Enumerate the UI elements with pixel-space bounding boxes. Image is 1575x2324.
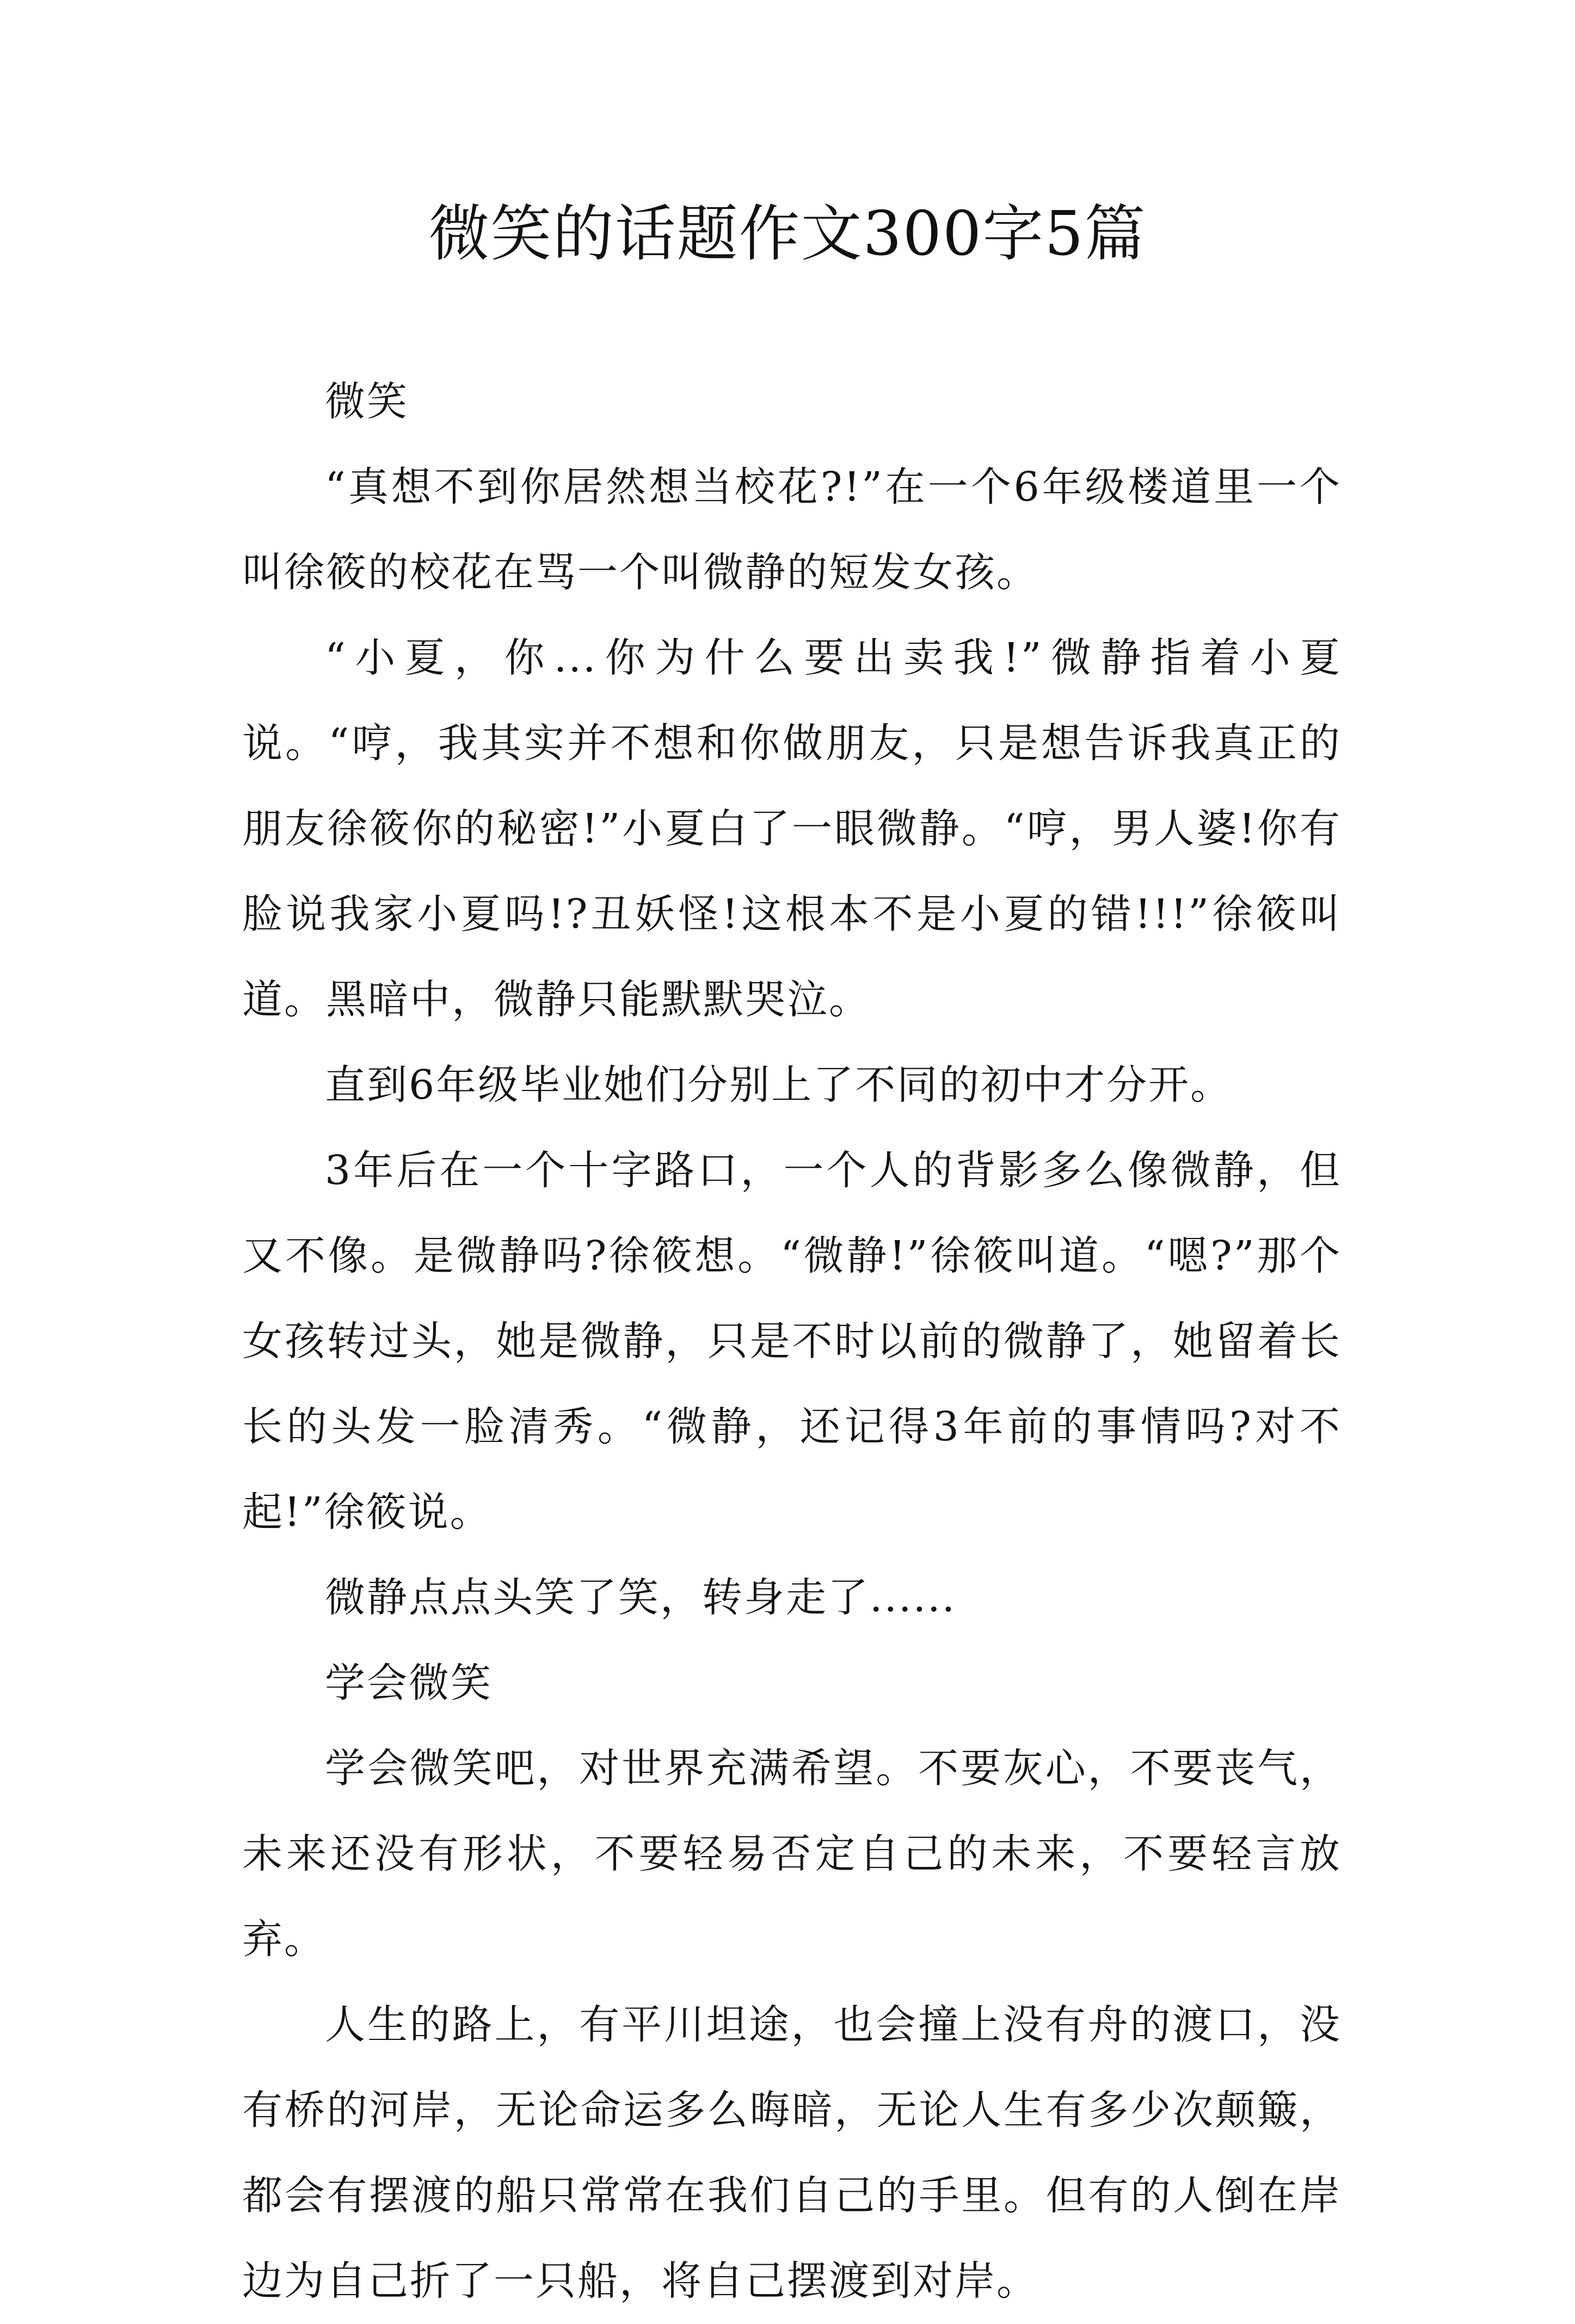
paragraph: 人生的路上，有平川坦途，也会撞上没有舟的渡口，没有桥的河岸，无论命运多么晦暗，无论人生有多少次颠簸，都会有摆渡的船只常常在我们自己的手里。但有的人倒在岸边为自己折了一只船，将自己摆渡到对岸。 [242,2001,1342,2304]
section-heading-smile: 微笑 [325,378,409,425]
document-title: 微笑的话题作文300字5篇 [428,199,1147,269]
section-heading-learn-to-smile: 学会微笑 [325,1660,493,1706]
paragraph: “小夏，你...你为什么要出卖我!”微静指着小夏说。“哼，我其实并不想和你做朋友，只是想告诉我真正的朋友徐筱你的秘密!”小夏白了一眼微静。“哼，男人婆!你有脸说我家小夏吗!?丑妖怪!这根本不是小夏的错!!!”徐筱叫道。黑暗中，微静只能默默哭泣。 [242,634,1342,1023]
paragraph: 学会微笑吧，对世界充满希望。不要灰心，不要丧气，未来还没有形状，不要轻易否定自己的未来，不要轻言放弃。 [242,1745,1342,1963]
paragraph: “真想不到你居然想当校花?!”在一个6年级楼道里一个叫徐筱的校花在骂一个叫微静的短发女孩。 [242,464,1342,596]
paragraph: 3年后在一个十字路口，一个人的背影多么像微静，但又不像。是微静吗?徐筱想。“微静!”徐筱叫道。“嗯?”那个女孩转过头，她是微静，只是不时以前的微静了，她留着长长的头发一脸清秀。“微静，还记得3年前的事情吗?对不起!”徐筱说。 [242,1147,1342,1536]
paragraph: 微静点点头笑了笑，转身走了...... [325,1574,957,1621]
document-body [242,359,1342,2324]
paragraph: 直到6年级毕业她们分别上了不同的初中才分开。 [325,1062,1233,1108]
